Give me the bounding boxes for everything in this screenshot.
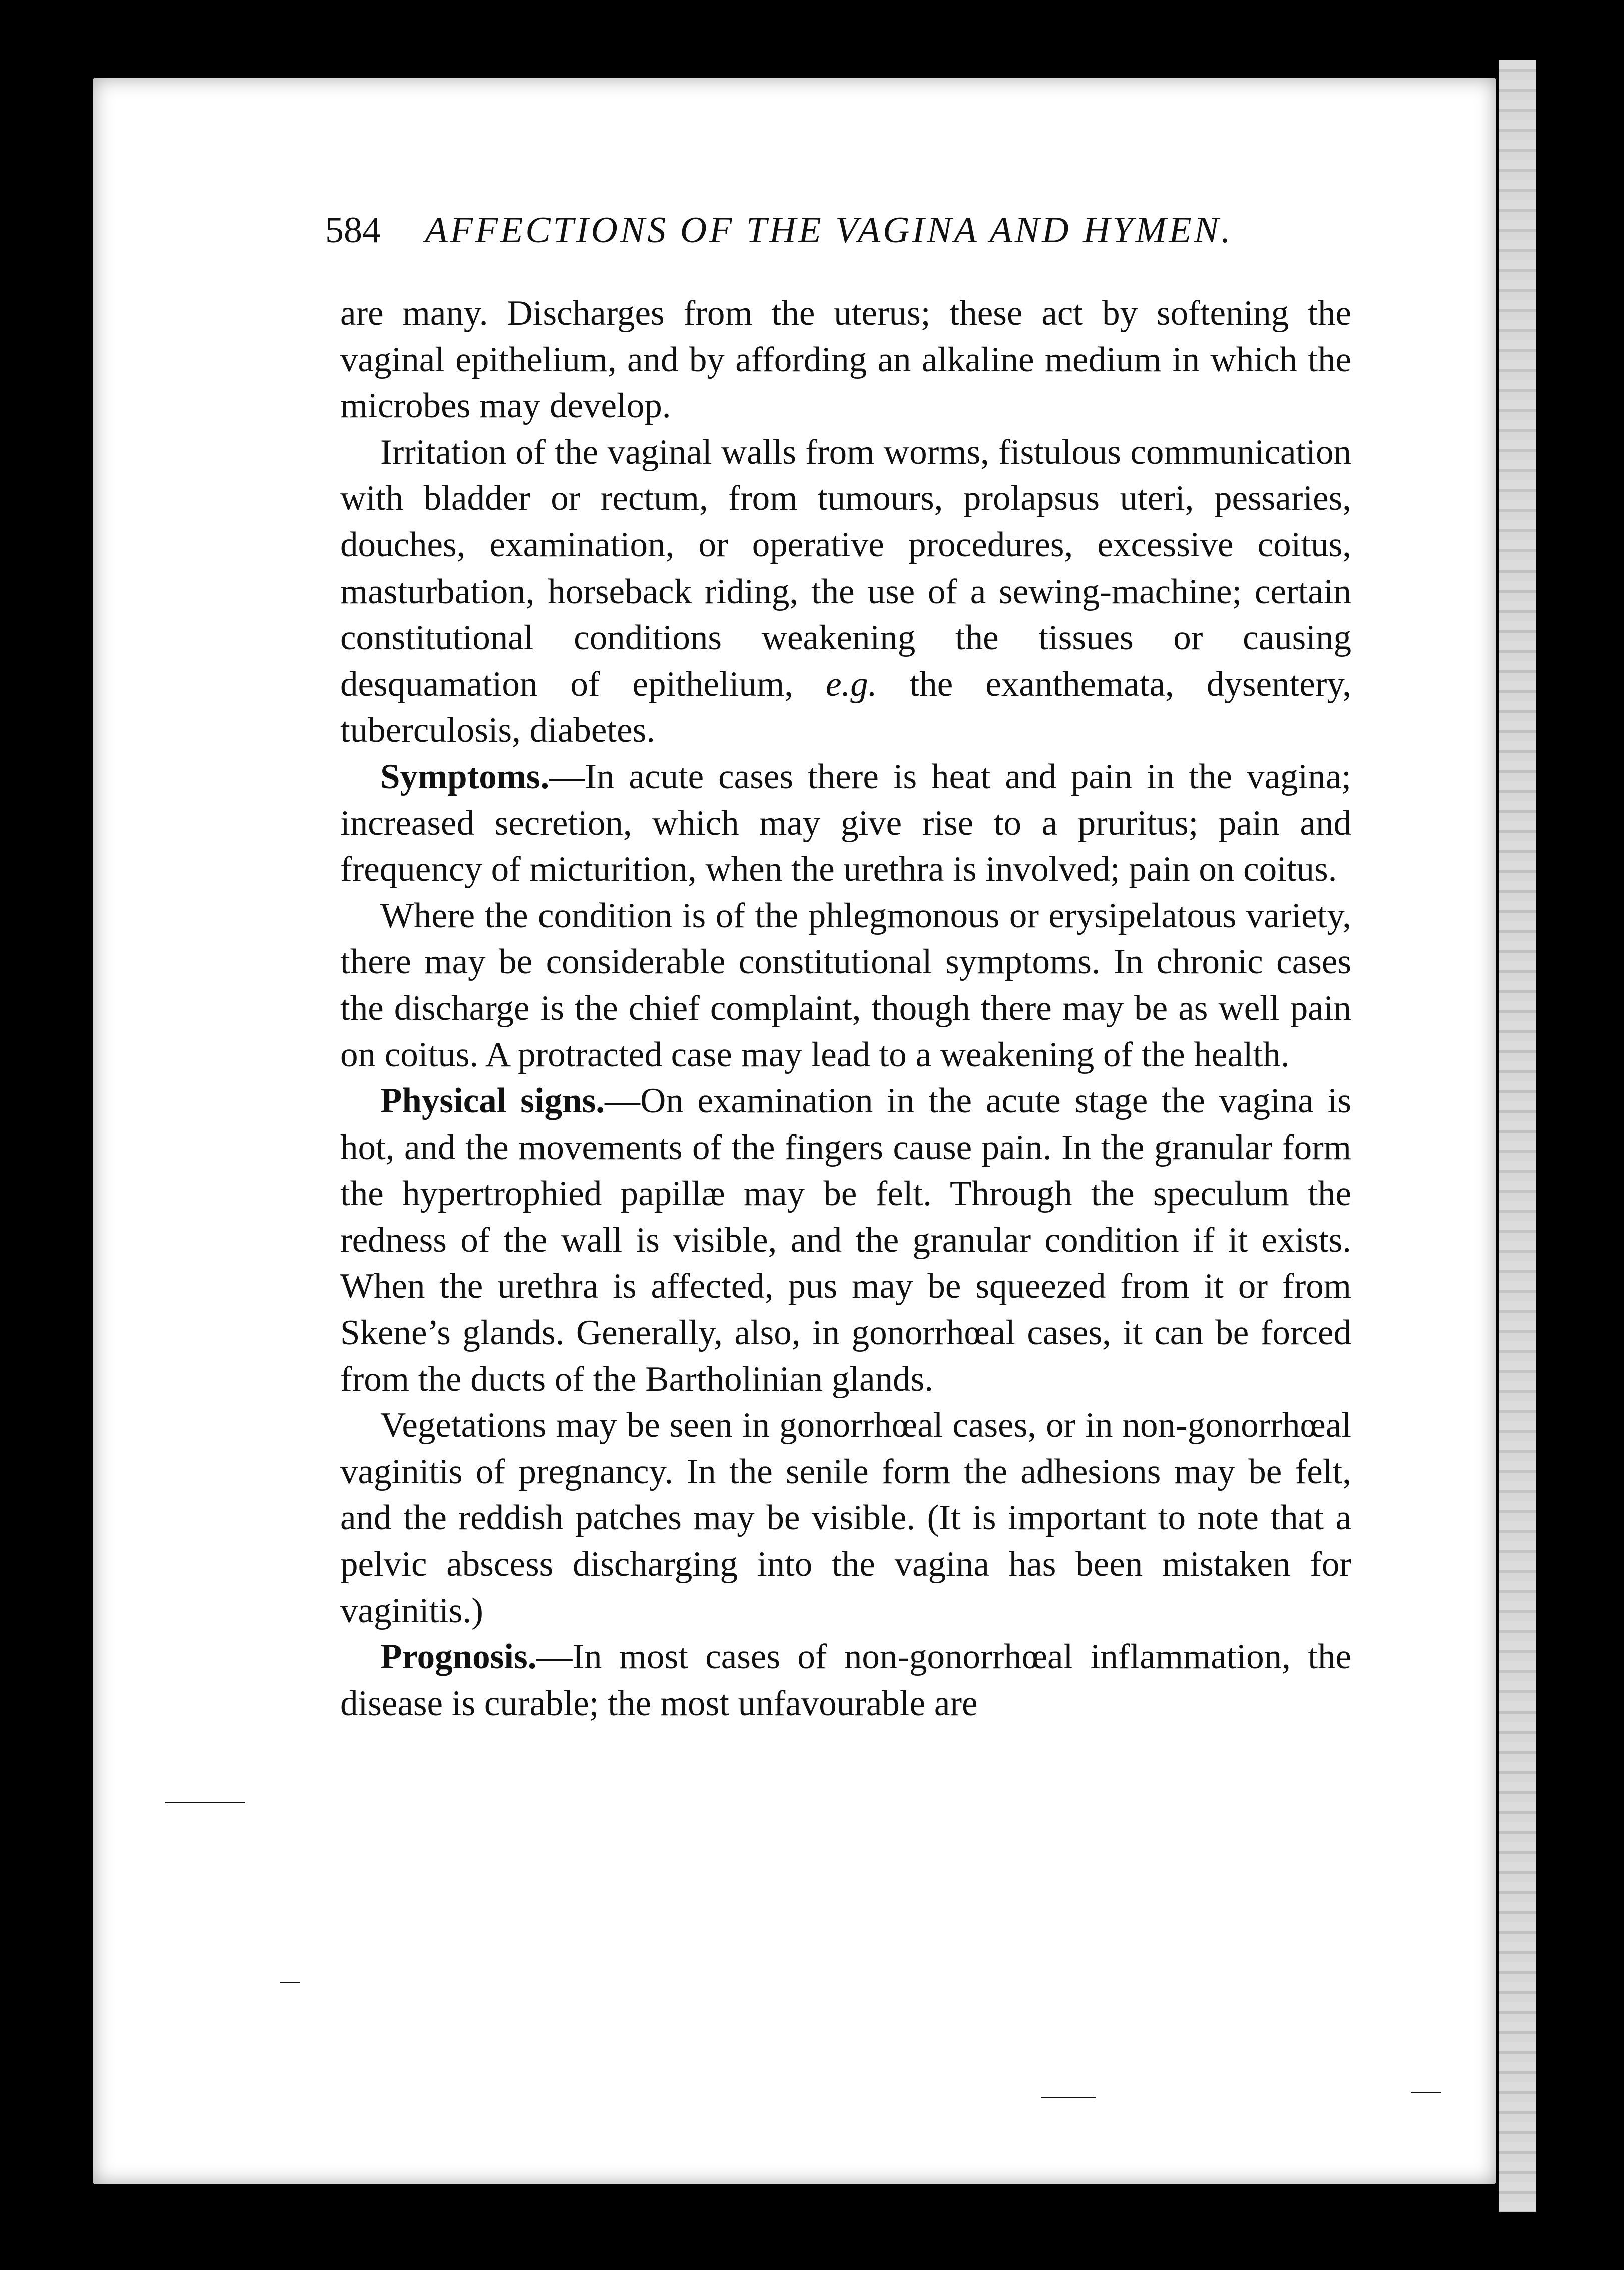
page-number: 584 bbox=[325, 210, 381, 251]
body-text bbox=[340, 290, 1351, 1727]
abbreviation-eg: e.g. bbox=[826, 664, 877, 704]
scan-mark bbox=[165, 1802, 245, 1803]
section-heading-symptoms: Symptoms. bbox=[380, 757, 550, 796]
scan-mark bbox=[1411, 2092, 1441, 2093]
paragraph-vegetations: Vegetations may be seen in gonorrhœal cases, or in non-gonorrhœal vaginitis of pregnancy. In the senile form the adhesions may be felt, and the reddish patches may be visible. (It is important to note that a pelvic abscess discharging into the vagina has been mistaken for vaginitis.) bbox=[340, 1406, 1351, 1630]
paragraph-physical-signs: Physical signs.—On examination in the acute stage the vagina is hot, and the movements of the fingers cause pain. In the granular form the hypertrophied papillæ may be felt. Through the speculum the redness of the wall is visible, and the granular condition if it exists. When the urethra is affected, pus may be squeezed from it or from Skene’s glands. Generally, also, in gonorrhœal cases, it can be forced from the ducts of the Bartholinian glands. bbox=[340, 1081, 1351, 1399]
paragraph-continuation: are many. Discharges from the uterus; these act by softening the vaginal epithelium, and by affording an alkaline medium in which the microbes may develop. bbox=[340, 294, 1351, 426]
paragraph-causes: Irritation of the vaginal walls from worms, fistulous communication with bladder or rectum, from tumours, prolapsus uteri, pessaries, douches, examination, or operative procedures, excessive coitus, masturbation, horseback riding, the use of a sewing-machine; certain constitutional conditions weakening the tissues or causing desquamation of epithelium, e.g. the exanthemata, dysentery, tuberculosis, diabetes. bbox=[340, 432, 1352, 750]
paragraph-symptoms: Symptoms.—In acute cases there is heat and pain in the vagina; increased secretion, which may give rise to a pruritus; pain and frequency of micturition, when the urethra is involved; pain on coitus. bbox=[340, 757, 1351, 889]
scan-mark bbox=[280, 1982, 300, 1983]
book-spine-edge bbox=[1499, 60, 1536, 2212]
paragraph-phlegmonous: Where the condition is of the phlegmonous or erysipelatous variety, there may be considerable constitutional symptoms. In chronic cases the discharge is the chief complaint, though there may be as well pain on coitus. A protracted case may lead to a weakening of the health. bbox=[340, 896, 1351, 1074]
running-head-title: AFFECTIONS OF THE VAGINA AND HYMEN. bbox=[425, 210, 1233, 251]
paragraph-prognosis: Prognosis.—In most cases of non-gonorrhœal inflammation, the disease is curable; the most unfavourable are bbox=[340, 1637, 1351, 1723]
running-head bbox=[325, 209, 1346, 252]
section-heading-physical-signs: Physical signs. bbox=[380, 1081, 605, 1121]
scan-mark bbox=[1041, 2097, 1096, 2098]
section-heading-prognosis: Prognosis. bbox=[380, 1637, 537, 1677]
